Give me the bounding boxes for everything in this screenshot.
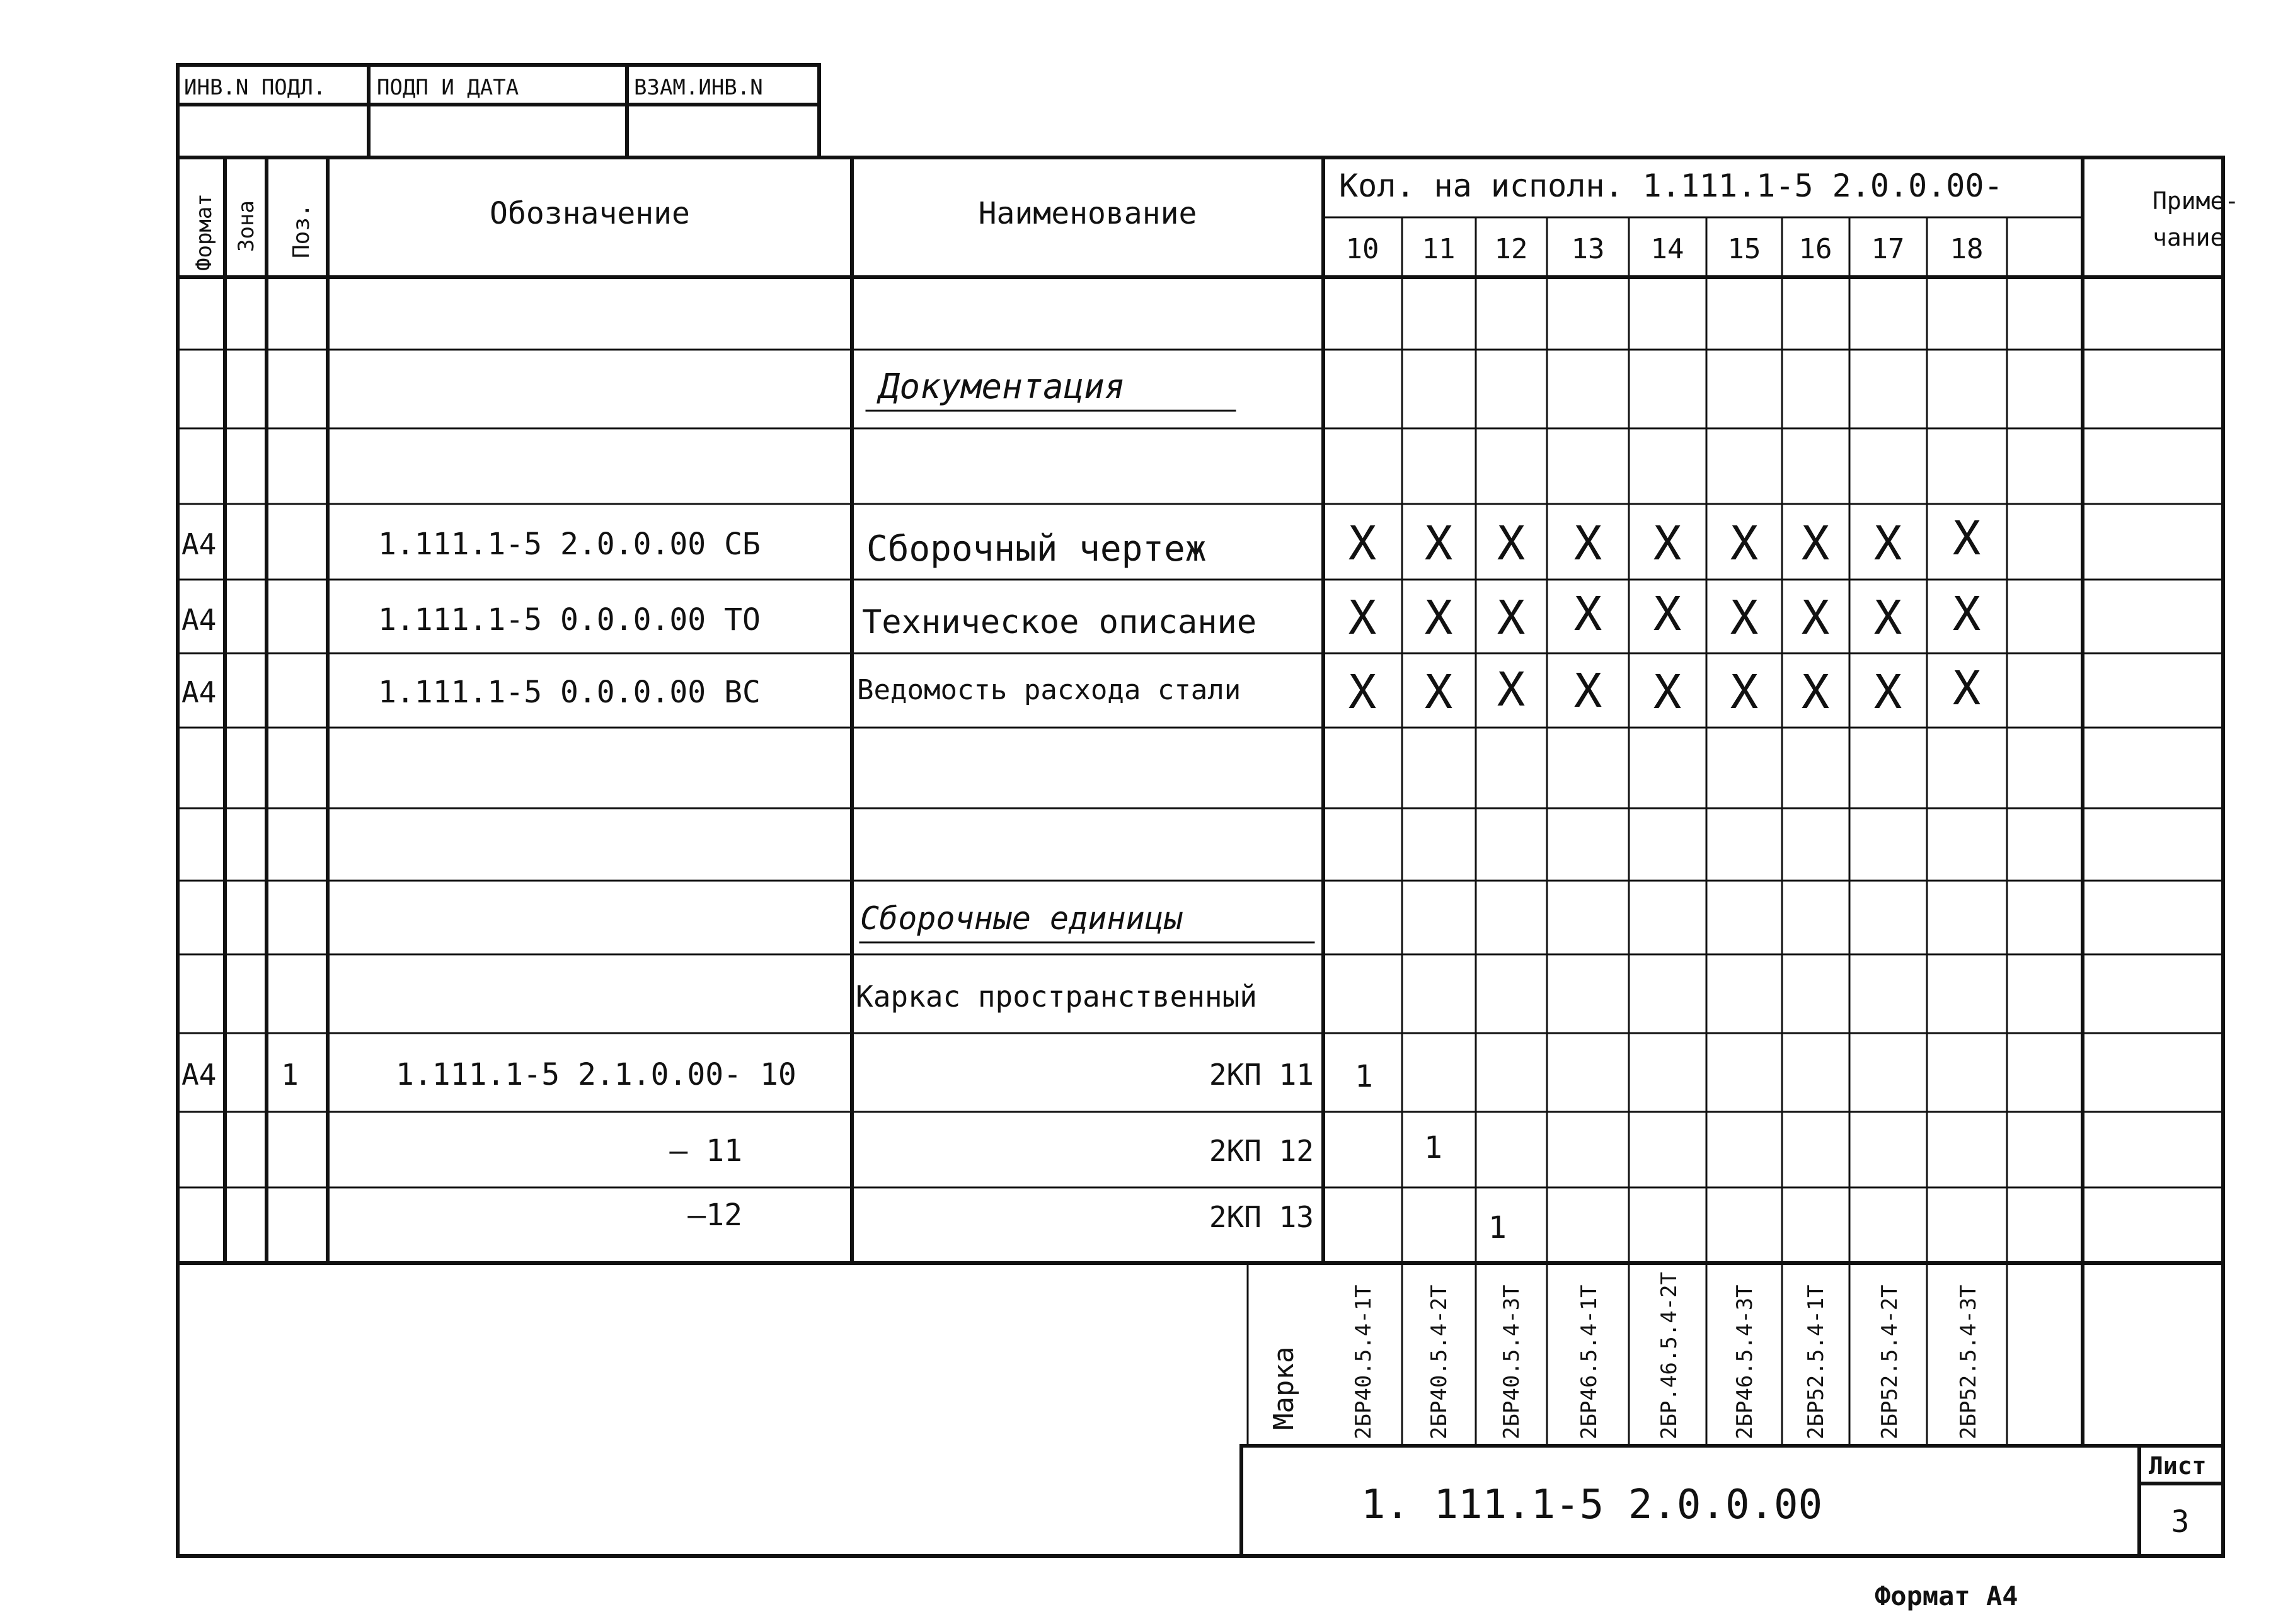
marka-label: Марка [1268,1346,1300,1430]
marka-item: 2БР52.5.4-3Т [1956,1284,1981,1439]
table-row [181,674,1241,710]
header-naimenovanie: Наименование [978,196,1197,231]
col-header: 14 [1650,233,1684,265]
cell-mark: X [1801,665,1830,719]
row-name: 2КП 13 [1209,1200,1314,1234]
table-row [181,602,1256,641]
stamp-vzam-inv: ВЗАМ.ИНВ.N [634,75,763,100]
table-row [181,527,1206,569]
marka-item: 2БР40.5.4-3Т [1499,1284,1524,1439]
sheet-label: Лист [2149,1452,2207,1480]
row-qty: 1 [1488,1210,1507,1245]
row-format: А4 [181,1058,217,1092]
cell-mark: X [1801,517,1830,571]
row-qty: 1 [1355,1059,1373,1094]
cell-mark: X [1873,517,1902,571]
cell-mark: X [1952,512,1981,566]
cell-mark: X [1348,591,1377,645]
cell-mark: X [1573,517,1602,571]
cell-mark: X [1348,517,1377,571]
col-header: 10 [1345,233,1379,265]
marka-row [1268,1272,1981,1439]
approval-stamp [178,65,819,157]
row-name: Техническое описание [862,603,1257,641]
header-oboznachenie: Обозначение [490,196,690,231]
col-header: 16 [1798,233,1832,265]
cell-mark: X [1497,517,1526,571]
row-name: Ведомость расхода стали [857,674,1241,706]
cell-mark: X [1653,665,1682,719]
col-header: 12 [1494,233,1528,265]
row-designation: 1.111.1-5 2.1.0.00- 10 [396,1057,796,1092]
header-prim-2: чание [2153,224,2225,251]
marka-item: 2БР52.5.4-2Т [1877,1284,1902,1439]
table-header [192,168,2239,271]
table-row [687,1198,1507,1245]
marka-item: 2БР46.5.4-3Т [1732,1284,1757,1439]
row-designation: 1.111.1-5 0.0.0.00 ВС [378,675,761,710]
col-header: 15 [1727,233,1761,265]
row-designation: —12 [687,1198,742,1233]
cell-mark: X [1873,591,1902,645]
col-header: 11 [1422,233,1456,265]
marka-item: 2БР52.5.4-1Т [1803,1284,1829,1439]
cell-mark: X [1730,665,1759,719]
table-frame [178,157,2223,1556]
stamp-podp-data: ПОДП И ДАТА [377,75,519,100]
cell-mark: X [1424,517,1453,571]
marka-item: 2БР40.5.4-1Т [1351,1284,1376,1439]
sheet-number: 3 [2171,1504,2190,1540]
cell-mark: X [1952,587,1981,641]
section-documentation: Документация [879,367,1125,406]
row-name: 2КП 11 [1209,1058,1314,1092]
col-header: 17 [1871,233,1905,265]
col-header: 18 [1950,233,1984,265]
stamp-inv-podl: ИНВ.N ПОДЛ. [184,75,326,100]
row-pos: 1 [281,1058,299,1092]
row-name: 2КП 12 [1209,1134,1314,1168]
section-assembly-units: Сборочные единицы [860,900,1183,937]
row-designation: 1.111.1-5 0.0.0.00 ТО [378,602,761,638]
marka-item: 2БР40.5.4-2Т [1427,1284,1452,1439]
header-format: Формат [192,193,217,271]
marka-item: 2БР46.5.4-1Т [1577,1284,1602,1439]
marka-item: 2БР.46.5.4-2Т [1657,1271,1682,1439]
row-format: А4 [181,527,217,561]
header-prim-1: Приме- [2153,187,2239,215]
cell-mark: X [1873,665,1902,719]
col-header: 13 [1571,233,1605,265]
row-format: А4 [181,603,217,637]
cell-mark: X [1573,664,1602,718]
cell-mark: X [1801,591,1830,645]
cell-mark: X [1573,587,1602,641]
table-row [181,1057,1373,1094]
header-kol-na-ispoln: Кол. на исполн. 1.111.1-5 2.0.0.00- [1339,168,2003,204]
cell-mark: X [1424,591,1453,645]
cell-mark: X [1730,517,1759,571]
cell-mark: X [1497,663,1526,717]
row-name: Сборочный чертеж [866,529,1207,569]
cell-mark: X [1348,665,1377,719]
header-poz: Поз. [289,203,314,258]
cell-mark: X [1653,587,1682,641]
section-karkas: Каркас пространственный [856,980,1257,1014]
cell-mark: X [1653,517,1682,571]
doc-marks [1348,512,1981,719]
cell-mark: X [1952,661,1981,716]
row-format: А4 [181,675,217,709]
row-designation: 1.111.1-5 2.0.0.00 СБ [378,527,761,562]
row-designation: — 11 [669,1133,742,1169]
table-row [669,1130,1442,1169]
header-zona: Зона [234,200,259,252]
row-qty: 1 [1424,1130,1442,1165]
footer-format: Формат А4 [1875,1581,2018,1611]
cell-mark: X [1497,591,1526,645]
document-code: 1. 111.1-5 2.0.0.00 [1361,1482,1823,1528]
cell-mark: X [1730,591,1759,645]
title-block [1361,1452,2207,1540]
cell-mark: X [1424,665,1453,719]
